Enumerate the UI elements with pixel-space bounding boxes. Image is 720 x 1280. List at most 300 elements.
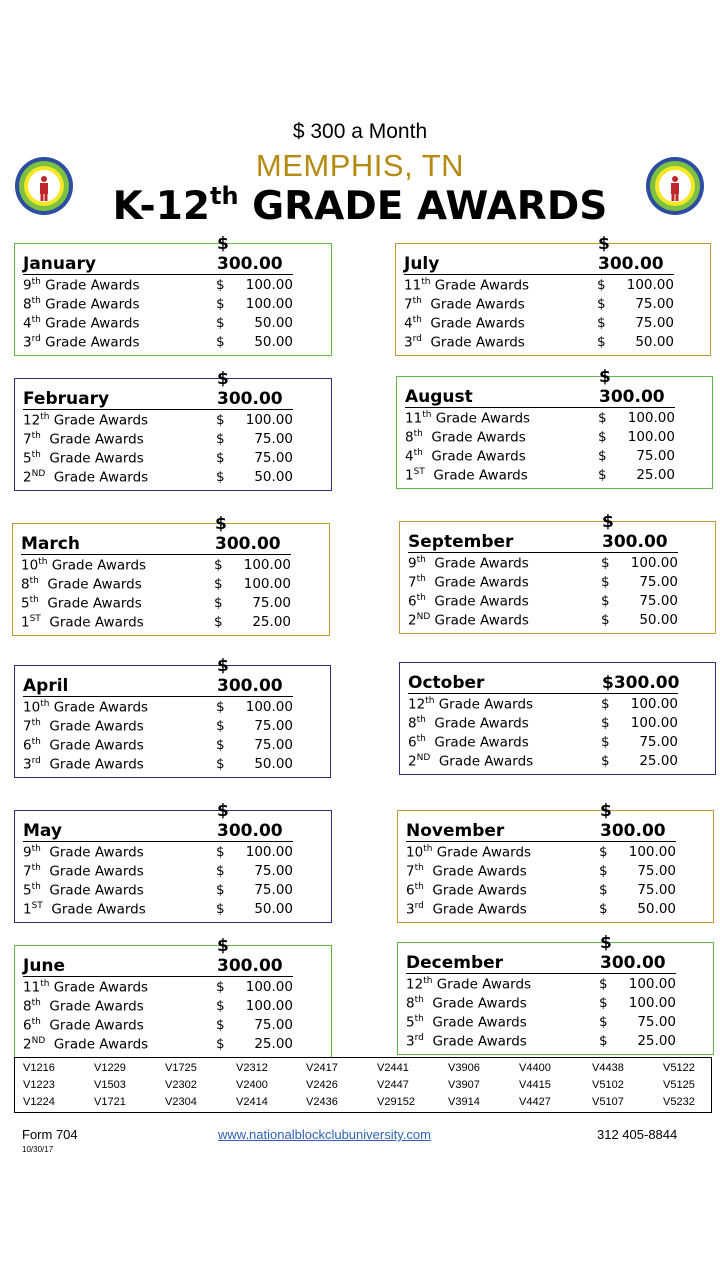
voucher-code: V2302 bbox=[165, 1079, 197, 1091]
grade-number: 7 bbox=[408, 574, 417, 591]
voucher-code: V3907 bbox=[448, 1079, 480, 1091]
dollar-sign: $ bbox=[216, 315, 225, 331]
award-amount: 25.00 bbox=[639, 753, 678, 769]
dollar-sign: $ bbox=[601, 734, 610, 750]
grade-label bbox=[23, 1017, 144, 1034]
grade-label bbox=[23, 450, 144, 467]
grade-suffix: ST bbox=[413, 467, 425, 477]
dollar-sign: $ bbox=[599, 901, 608, 917]
grade-suffix: rd bbox=[414, 901, 424, 911]
award-amount: 75.00 bbox=[254, 431, 293, 447]
grade-number: 10 bbox=[23, 699, 41, 716]
grade-text: Grade Awards bbox=[423, 901, 527, 918]
voucher-code: V4427 bbox=[519, 1096, 551, 1108]
dollar-sign: $ bbox=[216, 901, 225, 917]
award-amount: 75.00 bbox=[636, 448, 675, 464]
grade-text: Grade Awards bbox=[421, 296, 525, 313]
award-amount: 25.00 bbox=[252, 614, 291, 630]
award-row bbox=[23, 899, 333, 918]
grade-number: 12 bbox=[406, 976, 424, 993]
month-name: June bbox=[23, 956, 66, 976]
grade-number: 6 bbox=[23, 1017, 32, 1034]
award-row bbox=[23, 1015, 333, 1034]
grade-number: 2 bbox=[408, 612, 417, 629]
award-row bbox=[406, 974, 716, 993]
award-row bbox=[408, 572, 718, 591]
award-row bbox=[404, 275, 714, 294]
month-header bbox=[406, 801, 676, 842]
grade-text: Grade Awards bbox=[40, 296, 140, 313]
grade-number: 7 bbox=[23, 718, 32, 735]
grade-number: 9 bbox=[23, 277, 32, 294]
voucher-code: V1721 bbox=[94, 1096, 126, 1108]
award-amount: 75.00 bbox=[254, 737, 293, 753]
month-header bbox=[21, 514, 291, 555]
grade-suffix: th bbox=[40, 699, 50, 709]
dollar-sign: $ bbox=[216, 863, 225, 879]
dollar-sign: $ bbox=[216, 412, 225, 428]
month-name: December bbox=[406, 953, 504, 973]
grade-number: 5 bbox=[21, 595, 30, 612]
grade-label bbox=[23, 469, 148, 486]
grade-number: 8 bbox=[408, 715, 417, 732]
award-row bbox=[408, 713, 718, 732]
grade-text: Grade Awards bbox=[425, 734, 529, 751]
grade-label bbox=[23, 979, 148, 996]
dollar-sign: $ bbox=[599, 976, 608, 992]
grade-suffix: th bbox=[29, 576, 39, 586]
award-row bbox=[23, 977, 333, 996]
dollar-sign: $ bbox=[214, 576, 223, 592]
dollar-sign: $ bbox=[599, 1033, 608, 1049]
grade-label bbox=[406, 901, 527, 918]
award-amount: 100.00 bbox=[243, 557, 291, 573]
dollar-sign: $ bbox=[599, 995, 608, 1011]
grade-text: Grade Awards bbox=[423, 995, 527, 1012]
month-name: April bbox=[23, 676, 69, 696]
form-number: Form 704 bbox=[22, 1127, 78, 1142]
grade-number: 8 bbox=[23, 296, 32, 313]
grade-number: 7 bbox=[406, 863, 415, 880]
grade-number: 3 bbox=[404, 334, 413, 351]
grade-suffix: th bbox=[31, 315, 41, 325]
voucher-code: V2417 bbox=[306, 1062, 338, 1074]
dollar-sign: $ bbox=[599, 844, 608, 860]
grade-text: Grade Awards bbox=[431, 410, 531, 427]
grade-suffix: th bbox=[416, 593, 426, 603]
grade-text: Grade Awards bbox=[38, 595, 142, 612]
award-amount: 75.00 bbox=[254, 450, 293, 466]
grade-text: Grade Awards bbox=[421, 315, 525, 332]
logo-icon bbox=[645, 156, 705, 216]
title-part: K-12 bbox=[112, 184, 210, 229]
award-row bbox=[21, 593, 331, 612]
month-total: $ 300.00 bbox=[217, 656, 283, 696]
dollar-sign: $ bbox=[216, 737, 225, 753]
voucher-code-table bbox=[14, 1057, 712, 1113]
month-total: $ 300.00 bbox=[217, 369, 283, 409]
dollar-sign: $ bbox=[601, 574, 610, 590]
grade-suffix: th bbox=[31, 718, 41, 728]
award-row bbox=[23, 735, 333, 754]
grade-text: Grade Awards bbox=[40, 431, 144, 448]
award-amount: 50.00 bbox=[254, 756, 293, 772]
grade-number: 12 bbox=[408, 696, 426, 713]
dollar-sign: $ bbox=[214, 614, 223, 630]
award-amount: 100.00 bbox=[627, 429, 675, 445]
grade-suffix: th bbox=[416, 574, 426, 584]
grade-suffix: th bbox=[31, 431, 41, 441]
grade-label bbox=[405, 448, 526, 465]
dollar-sign: $ bbox=[601, 612, 610, 628]
award-amount: 100.00 bbox=[626, 277, 674, 293]
grade-suffix: th bbox=[414, 882, 424, 892]
dollar-sign: $ bbox=[601, 696, 610, 712]
grade-text: Grade Awards bbox=[422, 448, 526, 465]
grade-label bbox=[408, 593, 529, 610]
month-card-april bbox=[14, 656, 331, 778]
dollar-sign: $ bbox=[216, 334, 225, 350]
grade-number: 3 bbox=[406, 901, 415, 918]
award-amount: 100.00 bbox=[245, 296, 293, 312]
dollar-sign: $ bbox=[601, 715, 610, 731]
grade-text: Grade Awards bbox=[40, 450, 144, 467]
award-row bbox=[23, 275, 333, 294]
award-amount: 50.00 bbox=[639, 612, 678, 628]
page-title bbox=[0, 184, 720, 229]
grade-label bbox=[405, 429, 526, 446]
grade-text: Grade Awards bbox=[430, 277, 530, 294]
award-amount: 100.00 bbox=[245, 412, 293, 428]
grade-suffix: th bbox=[416, 734, 426, 744]
grade-suffix: th bbox=[31, 1017, 41, 1027]
website-link[interactable]: www.nationalblockclubuniversity.com bbox=[218, 1127, 431, 1142]
dollar-sign: $ bbox=[598, 448, 607, 464]
award-amount: 100.00 bbox=[243, 576, 291, 592]
grade-suffix: ND bbox=[31, 469, 46, 479]
voucher-code: V2426 bbox=[306, 1079, 338, 1091]
grade-label bbox=[21, 557, 146, 574]
grade-number: 2 bbox=[23, 1036, 32, 1053]
month-total: $ 300.00 bbox=[600, 801, 666, 841]
grade-label bbox=[406, 976, 531, 993]
grade-number: 2 bbox=[23, 469, 32, 486]
month-name: July bbox=[404, 254, 440, 274]
grade-suffix: th bbox=[414, 863, 424, 873]
voucher-code: V2441 bbox=[377, 1062, 409, 1074]
award-amount: 100.00 bbox=[627, 410, 675, 426]
month-total: $ 300.00 bbox=[600, 933, 666, 973]
grade-number: 3 bbox=[23, 756, 32, 773]
dollar-sign: $ bbox=[214, 557, 223, 573]
grade-label bbox=[405, 467, 528, 484]
award-row bbox=[408, 553, 718, 572]
voucher-code: V5107 bbox=[592, 1096, 624, 1108]
grade-suffix: th bbox=[416, 715, 426, 725]
grade-text: Grade Awards bbox=[425, 555, 529, 572]
grade-number: 8 bbox=[21, 576, 30, 593]
month-total: $ 300.00 bbox=[602, 512, 668, 552]
grade-text: Grade Awards bbox=[424, 467, 528, 484]
award-amount: 100.00 bbox=[245, 998, 293, 1014]
grade-label bbox=[404, 277, 529, 294]
month-total: $ 300.00 bbox=[217, 936, 283, 976]
award-row bbox=[23, 716, 333, 735]
dollar-sign: $ bbox=[599, 863, 608, 879]
grade-number: 1 bbox=[23, 901, 32, 918]
grade-suffix: th bbox=[423, 976, 433, 986]
award-amount: 75.00 bbox=[254, 882, 293, 898]
grade-suffix: th bbox=[413, 429, 423, 439]
dollar-sign: $ bbox=[216, 699, 225, 715]
grade-label bbox=[23, 431, 144, 448]
voucher-code: V5125 bbox=[663, 1079, 695, 1091]
month-header bbox=[408, 669, 678, 694]
grade-text: Grade Awards bbox=[40, 315, 140, 332]
grade-label bbox=[23, 334, 140, 351]
month-card-june bbox=[14, 936, 332, 1058]
grade-number: 7 bbox=[23, 431, 32, 448]
grade-text: Grade Awards bbox=[40, 863, 144, 880]
award-row bbox=[404, 313, 714, 332]
grade-text: Grade Awards bbox=[49, 979, 149, 996]
award-amount: 100.00 bbox=[245, 979, 293, 995]
grade-label bbox=[23, 412, 148, 429]
grade-number: 2 bbox=[408, 753, 417, 770]
grade-suffix: rd bbox=[414, 1033, 424, 1043]
award-amount: 50.00 bbox=[254, 901, 293, 917]
award-amount: 75.00 bbox=[639, 574, 678, 590]
dollar-sign: $ bbox=[216, 450, 225, 466]
grade-text: Grade Awards bbox=[430, 612, 529, 629]
dollar-sign: $ bbox=[216, 756, 225, 772]
month-total: $ 300.00 bbox=[598, 234, 664, 274]
grade-label bbox=[21, 595, 142, 612]
grade-number: 11 bbox=[404, 277, 422, 294]
grade-suffix: th bbox=[31, 882, 41, 892]
voucher-code: V1229 bbox=[94, 1062, 126, 1074]
form-date: 10/30/17 bbox=[22, 1145, 54, 1154]
month-card-october bbox=[399, 662, 716, 775]
grade-text: Grade Awards bbox=[45, 469, 149, 486]
month-header bbox=[405, 367, 675, 408]
grade-suffix: th bbox=[412, 296, 422, 306]
award-amount: 100.00 bbox=[245, 844, 293, 860]
grade-number: 6 bbox=[406, 882, 415, 899]
award-amount: 100.00 bbox=[630, 715, 678, 731]
month-name: August bbox=[405, 387, 473, 407]
award-amount: 25.00 bbox=[636, 467, 675, 483]
voucher-code: V1224 bbox=[23, 1096, 55, 1108]
header-city: MEMPHIS, TN bbox=[255, 148, 465, 183]
grade-suffix: ND bbox=[416, 612, 431, 622]
award-row bbox=[408, 694, 718, 713]
logo-icon bbox=[14, 156, 74, 216]
grade-suffix: th bbox=[31, 844, 41, 854]
month-name: November bbox=[406, 821, 505, 841]
month-header bbox=[23, 936, 293, 977]
grade-text: Grade Awards bbox=[423, 882, 527, 899]
award-amount: 75.00 bbox=[635, 315, 674, 331]
grade-number: 1 bbox=[405, 467, 414, 484]
grade-suffix: th bbox=[40, 979, 50, 989]
dollar-sign: $ bbox=[598, 429, 607, 445]
award-amount: 100.00 bbox=[630, 555, 678, 571]
grade-label bbox=[408, 715, 529, 732]
award-amount: 50.00 bbox=[254, 469, 293, 485]
grade-number: 6 bbox=[23, 737, 32, 754]
voucher-code: V2436 bbox=[306, 1096, 338, 1108]
grade-suffix: th bbox=[38, 557, 48, 567]
award-amount: 100.00 bbox=[245, 699, 293, 715]
month-card-august bbox=[396, 367, 713, 489]
grade-label bbox=[23, 315, 140, 332]
month-name: February bbox=[23, 389, 110, 409]
grade-label bbox=[406, 844, 531, 861]
grade-suffix: th bbox=[31, 998, 41, 1008]
grade-number: 6 bbox=[408, 593, 417, 610]
grade-number: 5 bbox=[406, 1014, 415, 1031]
voucher-code: V2312 bbox=[236, 1062, 268, 1074]
dollar-sign: $ bbox=[216, 1036, 225, 1052]
award-row bbox=[405, 408, 715, 427]
grade-suffix: rd bbox=[31, 756, 41, 766]
dollar-sign: $ bbox=[216, 277, 225, 293]
dollar-sign: $ bbox=[601, 753, 610, 769]
award-row bbox=[23, 332, 333, 351]
grade-suffix: th bbox=[423, 844, 433, 854]
voucher-code: V5102 bbox=[592, 1079, 624, 1091]
month-total: $ 300.00 bbox=[215, 514, 281, 554]
grade-label bbox=[408, 734, 529, 751]
award-row bbox=[23, 996, 333, 1015]
grade-text: Grade Awards bbox=[49, 699, 149, 716]
award-row bbox=[408, 591, 718, 610]
grade-label bbox=[23, 296, 140, 313]
award-amount: 25.00 bbox=[637, 1033, 676, 1049]
grade-label bbox=[406, 1014, 527, 1031]
award-amount: 25.00 bbox=[254, 1036, 293, 1052]
award-row bbox=[406, 880, 716, 899]
grade-label bbox=[21, 576, 142, 593]
award-amount: 100.00 bbox=[245, 277, 293, 293]
award-row bbox=[404, 332, 714, 351]
grade-text: Grade Awards bbox=[40, 277, 140, 294]
grade-text: Grade Awards bbox=[40, 756, 144, 773]
award-amount: 75.00 bbox=[252, 595, 291, 611]
grade-label bbox=[408, 612, 529, 629]
award-amount: 75.00 bbox=[637, 882, 676, 898]
voucher-code: V5232 bbox=[663, 1096, 695, 1108]
grade-suffix: ND bbox=[416, 753, 431, 763]
month-card-november bbox=[397, 801, 714, 923]
award-row bbox=[23, 842, 333, 861]
month-header bbox=[23, 369, 293, 410]
award-row bbox=[21, 612, 331, 631]
award-row bbox=[406, 1012, 716, 1031]
grade-suffix: th bbox=[413, 448, 423, 458]
award-amount: 100.00 bbox=[628, 995, 676, 1011]
award-row bbox=[406, 861, 716, 880]
grade-suffix: th bbox=[416, 555, 426, 565]
grade-text: Grade Awards bbox=[40, 334, 140, 351]
grade-label bbox=[23, 737, 144, 754]
grade-text: Grade Awards bbox=[40, 844, 144, 861]
award-row bbox=[23, 880, 333, 899]
grade-number: 5 bbox=[23, 882, 32, 899]
dollar-sign: $ bbox=[214, 595, 223, 611]
month-card-july bbox=[395, 234, 711, 356]
grade-label bbox=[23, 901, 146, 918]
award-row bbox=[23, 861, 333, 880]
dollar-sign: $ bbox=[216, 431, 225, 447]
award-row bbox=[404, 294, 714, 313]
award-amount: 75.00 bbox=[637, 863, 676, 879]
grade-text: Grade Awards bbox=[423, 863, 527, 880]
voucher-code: V29152 bbox=[377, 1096, 415, 1108]
month-name: September bbox=[408, 532, 514, 552]
award-row bbox=[23, 313, 333, 332]
grade-suffix: th bbox=[412, 315, 422, 325]
grade-text: Grade Awards bbox=[49, 412, 149, 429]
grade-suffix: th bbox=[425, 696, 435, 706]
award-row bbox=[408, 751, 718, 770]
grade-text: Grade Awards bbox=[40, 718, 144, 735]
month-name: January bbox=[23, 254, 96, 274]
month-name: March bbox=[21, 534, 80, 554]
award-row bbox=[23, 429, 333, 448]
month-total: $ 300.00 bbox=[599, 367, 665, 407]
grade-label bbox=[404, 334, 525, 351]
grade-number: 4 bbox=[404, 315, 413, 332]
grade-text: Grade Awards bbox=[425, 715, 529, 732]
award-row bbox=[408, 732, 718, 751]
grade-label bbox=[21, 614, 144, 631]
grade-text: Grade Awards bbox=[430, 753, 534, 770]
voucher-code: V2304 bbox=[165, 1096, 197, 1108]
grade-text: Grade Awards bbox=[423, 1033, 527, 1050]
grade-text: Grade Awards bbox=[422, 429, 526, 446]
dollar-sign: $ bbox=[216, 882, 225, 898]
award-amount: 50.00 bbox=[637, 901, 676, 917]
award-amount: 75.00 bbox=[254, 863, 293, 879]
award-row bbox=[23, 467, 333, 486]
grade-text: Grade Awards bbox=[425, 574, 529, 591]
award-amount: 100.00 bbox=[630, 696, 678, 712]
grade-suffix: th bbox=[31, 450, 41, 460]
grade-suffix: th bbox=[31, 277, 41, 287]
voucher-code: V1216 bbox=[23, 1062, 55, 1074]
grade-text: Grade Awards bbox=[40, 737, 144, 754]
award-row bbox=[23, 448, 333, 467]
voucher-code: V3914 bbox=[448, 1096, 480, 1108]
grade-label bbox=[406, 882, 527, 899]
grade-number: 4 bbox=[23, 315, 32, 332]
voucher-code: V4415 bbox=[519, 1079, 551, 1091]
grade-number: 9 bbox=[408, 555, 417, 572]
grade-text: Grade Awards bbox=[432, 976, 532, 993]
phone-number: 312 405-8844 bbox=[597, 1127, 678, 1142]
voucher-code: V1223 bbox=[23, 1079, 55, 1091]
grade-text: Grade Awards bbox=[40, 882, 144, 899]
month-header bbox=[408, 512, 678, 553]
dollar-sign: $ bbox=[598, 467, 607, 483]
award-amount: 50.00 bbox=[254, 334, 293, 350]
grade-suffix: th bbox=[29, 595, 39, 605]
month-card-september bbox=[399, 512, 716, 634]
award-amount: 75.00 bbox=[637, 1014, 676, 1030]
dollar-sign: $ bbox=[216, 469, 225, 485]
